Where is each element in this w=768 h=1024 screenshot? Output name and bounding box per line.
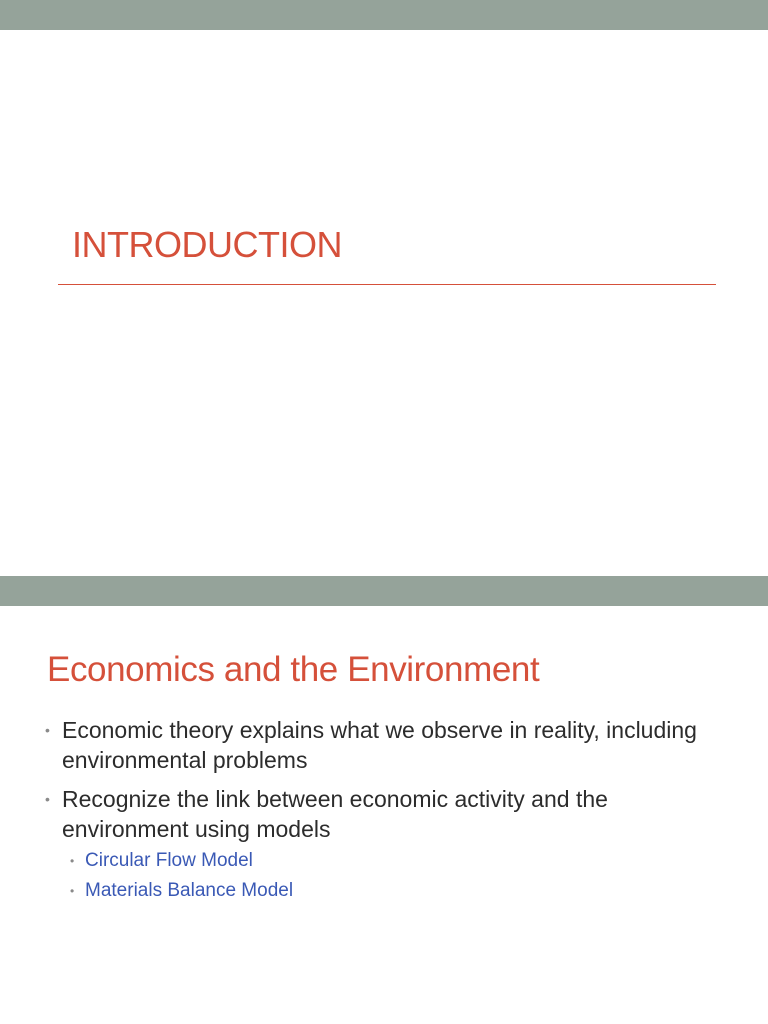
sub-bullet-item bbox=[70, 848, 253, 874]
bullet-item bbox=[45, 715, 722, 775]
sub-bullet-item bbox=[70, 878, 294, 904]
bullet-marker: • bbox=[45, 791, 50, 807]
slide-title: Economics and the Environment bbox=[47, 650, 540, 689]
slide-header-bar bbox=[0, 576, 768, 606]
section-title: INTRODUCTION bbox=[72, 224, 342, 265]
bullet-item bbox=[45, 784, 722, 844]
sub-bullet-text: Circular Flow Model bbox=[85, 850, 253, 871]
bullet-text: Economic theory explains what we observe in reality, including environmental problems bbox=[62, 717, 697, 773]
sub-bullet-text: Materials Balance Model bbox=[85, 880, 294, 901]
title-underline bbox=[58, 284, 716, 285]
bullet-marker: • bbox=[45, 722, 50, 738]
bullet-marker: • bbox=[70, 854, 75, 868]
slide-header-bar bbox=[0, 0, 768, 30]
bullet-marker: • bbox=[70, 884, 75, 898]
bullet-text: Recognize the link between economic activity and the environment using models bbox=[62, 786, 608, 842]
